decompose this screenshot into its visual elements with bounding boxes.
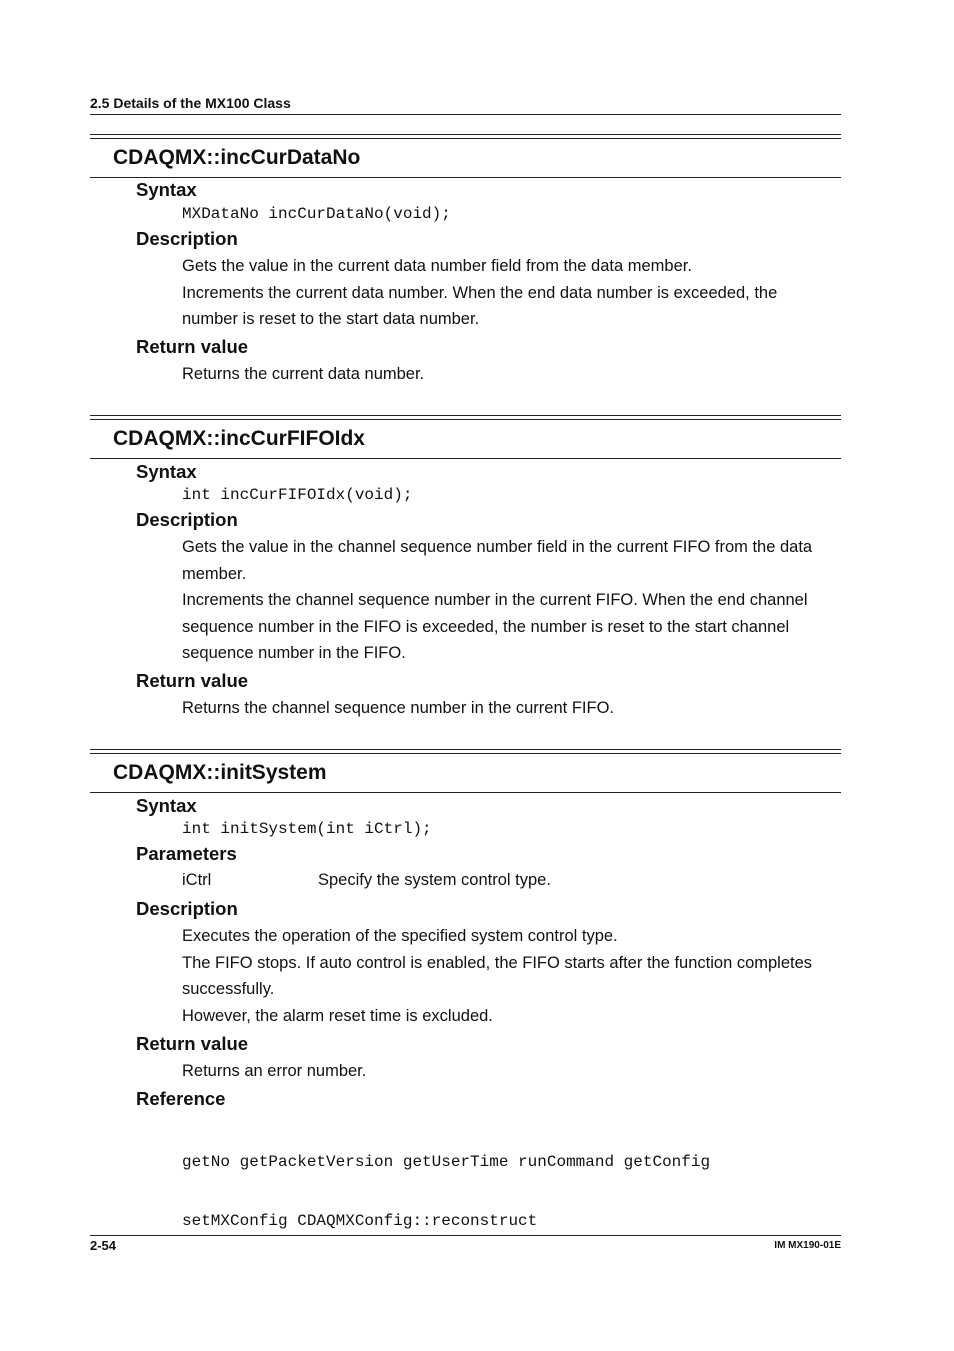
section-rule-top <box>90 134 841 135</box>
description-paragraph: Increments the channel sequence number in the current FIFO. When the end channel sequence number in the FIFO is exceeded, the number is reset to the start channel sequence number in the FIFO. <box>182 591 808 662</box>
section-rule-top <box>90 419 841 420</box>
parameter-description: Specify the system control type. <box>318 871 551 889</box>
page-number: 2-54 <box>90 1238 117 1253</box>
description-text <box>182 534 837 667</box>
description-text <box>182 923 837 1029</box>
return-text: Returns the channel sequence number in the current FIFO. <box>182 699 614 717</box>
section-rule-bottom <box>90 458 841 459</box>
return-text: Returns an error number. <box>182 1062 367 1080</box>
reference-line: setMXConfig CDAQMXConfig::reconstruct <box>182 1211 538 1230</box>
description-paragraph: However, the alarm reset time is excluded. <box>182 1006 493 1025</box>
section-title: CDAQMX::initSystem <box>113 761 327 784</box>
description-paragraph: Gets the value in the current data number field from the data member. <box>182 257 692 275</box>
section-title: CDAQMX::incCurDataNo <box>113 146 361 169</box>
return-heading: Return value <box>136 336 249 357</box>
syntax-code: int incCurFIFOIdx(void); <box>182 486 413 504</box>
description-text <box>182 253 837 333</box>
section-rule-top <box>90 753 841 754</box>
syntax-heading: Syntax <box>136 795 197 816</box>
section-rule-bottom <box>90 792 841 793</box>
syntax-heading: Syntax <box>136 461 197 482</box>
description-paragraph: Gets the value in the channel sequence number field in the current FIFO from the data member. <box>182 538 813 583</box>
description-heading: Description <box>136 509 238 530</box>
description-paragraph: Increments the current data number. When the end data number is exceeded, the number is reset to the start data number. <box>182 283 778 328</box>
section-rule-top <box>90 138 841 139</box>
document-id: IM MX190-01E <box>774 1240 841 1251</box>
description-heading: Description <box>136 898 238 919</box>
return-text: Returns the current data number. <box>182 365 425 383</box>
reference-line: getNo getPacketVersion getUserTime runCommand getConfig <box>182 1153 711 1171</box>
syntax-code: MXDataNo incCurDataNo(void); <box>182 205 451 223</box>
return-heading: Return value <box>136 670 249 691</box>
parameter-name: iCtrl <box>182 871 212 889</box>
description-paragraph: Executes the operation of the specified system control type. <box>182 927 618 945</box>
description-heading: Description <box>136 228 238 249</box>
parameters-heading: Parameters <box>136 843 237 864</box>
syntax-heading: Syntax <box>136 179 197 200</box>
section-rule-top <box>90 415 841 416</box>
return-heading: Return value <box>136 1033 249 1054</box>
reference-heading: Reference <box>136 1088 226 1109</box>
reference-list <box>182 1114 710 1251</box>
section-rule-bottom <box>90 177 841 178</box>
section-rule-top <box>90 749 841 750</box>
syntax-code: int initSystem(int iCtrl); <box>182 820 432 838</box>
running-header: 2.5 Details of the MX100 Class <box>90 95 291 111</box>
section-title: CDAQMX::incCurFIFOIdx <box>113 427 365 450</box>
description-paragraph: The FIFO stops. If auto control is enabled, the FIFO starts after the function completes successfully. <box>182 953 813 998</box>
header-rule <box>90 114 841 115</box>
footer-rule <box>90 1235 841 1236</box>
